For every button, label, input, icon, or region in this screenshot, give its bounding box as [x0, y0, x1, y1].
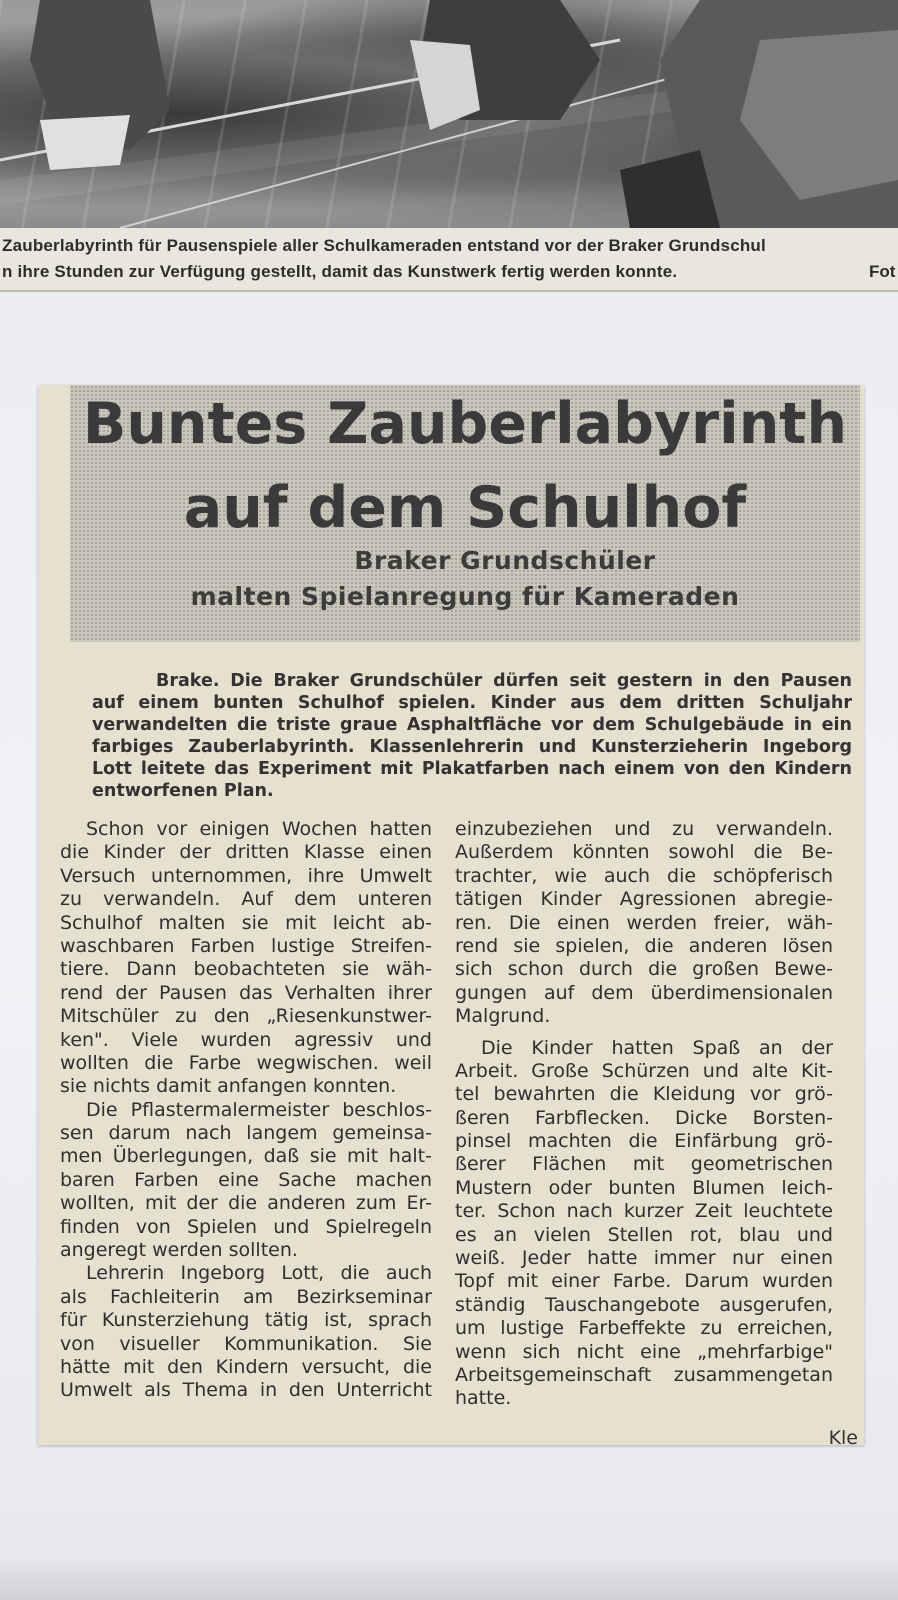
column-line: wollten, mit der die anderen zum Er- — [60, 1192, 432, 1215]
caption-line-1: Zauberlabyrinth für Pausenspiele aller Schulkameraden entstand vor der Braker Grundschul — [2, 236, 766, 255]
column-line: Umwelt als Thema in den Unterricht — [60, 1379, 432, 1402]
column-line: Arbeit. Große Schürzen und alte Kit- — [455, 1059, 833, 1082]
paragraph-gap — [455, 1029, 833, 1037]
column-line: pinsel machten die Einfärbung grö- — [455, 1130, 833, 1153]
subheadline-line-2: malten Spielanregung für Kameraden — [190, 582, 740, 611]
column-line: Schon vor einigen Wochen hatten — [86, 818, 432, 840]
headline-line-2: auf dem Schulhof — [183, 475, 747, 541]
column-line: baren Farben eine Sache machen — [60, 1168, 432, 1191]
column-line: tiere. Dann beobachteten sie wäh- — [60, 958, 432, 981]
lead-line: auf einem bunten Schulhof spielen. Kinder aus dem dritten Schuljahr — [92, 693, 852, 713]
headline-box — [70, 385, 860, 642]
column-line: wollten die Farbe wegwischen. weil — [60, 1051, 432, 1074]
headline-line-1: Buntes Zauberlabyrinth — [82, 391, 848, 457]
lead-line: verwandelten die triste graue Asphaltfläche vor dem Schulgebäude in ein — [92, 715, 852, 735]
column-line: von visueller Kommunikation. Sie — [60, 1332, 432, 1355]
lead-paragraph — [92, 670, 852, 802]
column-line: ständig Tauschangebote ausgerufen, — [455, 1293, 833, 1316]
column-line: Mustern oder bunten Blumen leich- — [455, 1176, 833, 1199]
column-line: waschbaren Farben lustige Streifen- — [60, 934, 432, 957]
column-line: es an vielen Stellen rot, blau und — [455, 1223, 833, 1246]
column-line: die Kinder der dritten Klasse einen — [60, 841, 432, 864]
column-line: finden von Spielen und Spielregeln — [60, 1215, 432, 1238]
column-line: Arbeitsgemeinschaft zusammengetan — [455, 1363, 833, 1386]
column-line: Die Pflastermalermeister beschlos- — [86, 1098, 432, 1121]
lead-line: Brake. Die Braker Grundschüler dürfen seit gestern in den Pausen — [156, 671, 852, 691]
newspaper-photo — [0, 0, 898, 228]
column-line: angeregt werden sollten. — [60, 1239, 298, 1262]
newspaper-clipping — [38, 385, 864, 1449]
column-line: als Fachleiterin am Bezirkseminar — [60, 1285, 432, 1308]
column-line: Lehrerin Ingeborg Lott, die auch — [86, 1262, 432, 1285]
column-line: wenn sich nicht eine „mehrfarbige" — [455, 1340, 833, 1363]
column-line: ter. Schon nach kurzer Zeit leuchtete — [455, 1200, 833, 1223]
column-line: Versuch unternommen, ihre Umwelt — [60, 864, 432, 887]
column-line: Die Kinder hatten Spaß an der — [481, 1036, 833, 1059]
column-line: weiß. Jeder hatte immer nur einen — [455, 1247, 833, 1270]
column-line: einzubeziehen und zu verwandeln. — [455, 818, 833, 840]
column-line: ßerer Flächen mit geometrischen — [455, 1153, 833, 1176]
column-line: ken". Viele wurden agressiv und — [60, 1028, 432, 1051]
column-line: sie nichts damit anfangen konnten. — [60, 1075, 397, 1098]
lead-line: Lott leitete das Experiment mit Plakatfarben nach einem von den Kindern — [92, 759, 852, 779]
column-line: sen darum nach langem gemeinsa- — [60, 1122, 432, 1145]
column-line: Topf mit einer Farbe. Darum wurden — [455, 1270, 833, 1293]
column-line: Malgrund. — [455, 1005, 551, 1028]
column-line: tel bewahrten die Kleidung vor grö- — [455, 1083, 833, 1106]
background-edge — [0, 1560, 898, 1600]
body-column-left — [60, 818, 432, 1403]
column-line: gungen auf dem überdimensionalen — [455, 981, 833, 1004]
column-line: Außerdem könnten sowohl die Be- — [455, 841, 833, 864]
column-line: men Überlegungen, daß sie mit halt- — [60, 1145, 432, 1168]
subheadline-line-1: Braker Grundschüler — [354, 546, 656, 575]
body-column-right — [455, 818, 833, 1411]
lead-line: entworfenen Plan. — [92, 781, 274, 801]
photo-credit: Fot — [869, 262, 896, 281]
column-line: ßeren Farbflecken. Dicke Borsten- — [455, 1106, 833, 1129]
column-line: trachter, wie auch die schöpferisch — [455, 864, 833, 887]
column-line: zu verwandeln. Auf dem unteren — [60, 888, 432, 911]
column-line: tätigen Kinder Agressionen abregie- — [455, 888, 833, 911]
column-line: Mitschüler zu den „Riesenkunstwer- — [60, 1005, 432, 1028]
column-line: rend sie spielen, die anderen lösen — [455, 934, 833, 957]
column-line: für Kunsterziehung tätig ist, sprach — [60, 1309, 432, 1332]
caption-line-2: n ihre Stunden zur Verfügung gestellt, damit das Kunstwerk fertig werden konnte. — [2, 262, 678, 281]
photo-caption — [0, 228, 898, 292]
column-line: sich schon durch die großen Bewe- — [455, 958, 833, 981]
column-line: ren. Die einen werden freier, wäh- — [455, 911, 833, 934]
column-line: hatte. — [455, 1387, 512, 1410]
column-line: hätte mit den Kindern versucht, die — [60, 1355, 432, 1378]
lead-line: farbiges Zauberlabyrinth. Klassenlehrerin und Kunsterzieherin Ingeborg — [92, 737, 852, 757]
author-initials: Kle — [828, 1427, 858, 1449]
column-line: um lustige Farbeffekte zu erreichen, — [455, 1317, 833, 1340]
column-line: rend der Pausen das Verhalten ihrer — [60, 981, 432, 1004]
column-line: Schulhof malten sie mit leicht ab- — [60, 911, 432, 934]
